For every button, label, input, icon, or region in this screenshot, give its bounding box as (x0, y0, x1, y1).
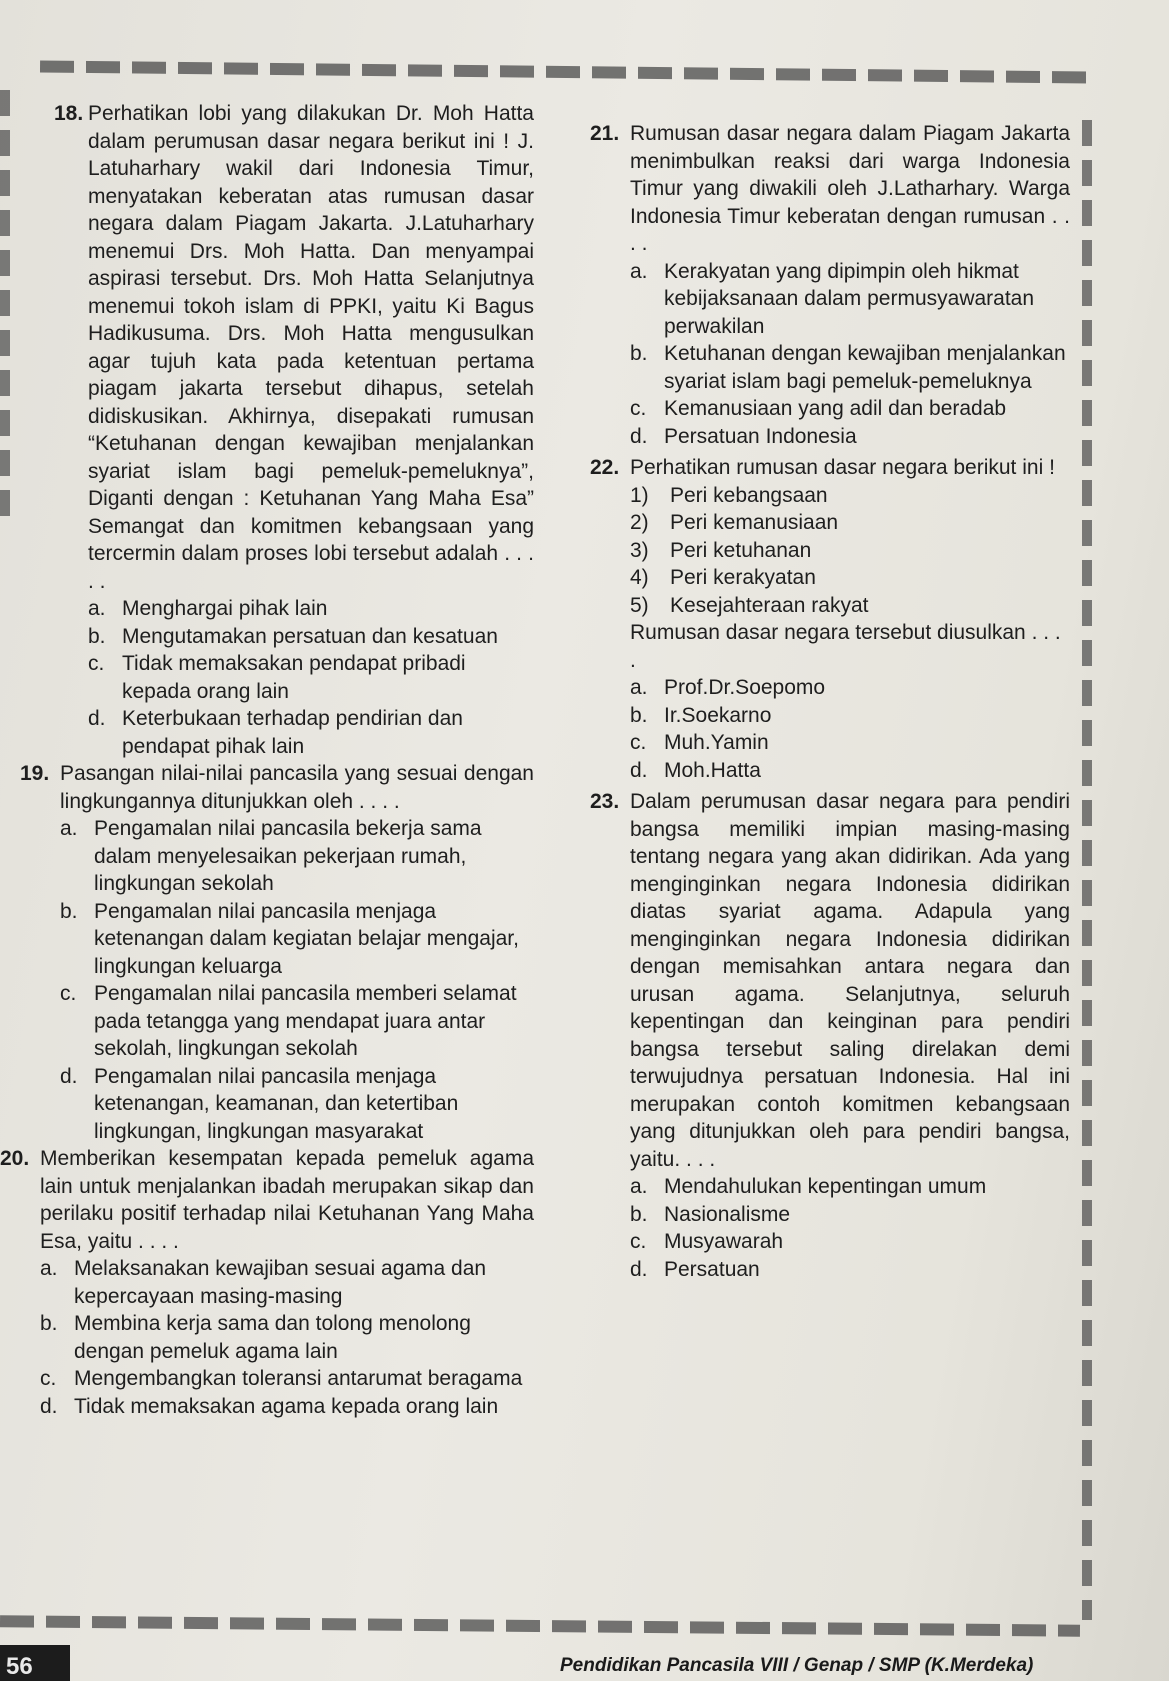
option-text: Moh.Hatta (664, 758, 761, 782)
option-c[interactable] (88, 650, 534, 705)
list-item (630, 482, 1070, 510)
option-letter: a. (630, 259, 648, 283)
option-b[interactable] (630, 702, 1070, 730)
option-text: Pengamalan nilai pancasila memberi selamat pada tetangga yang mendapat juara antar sekolah, lingkungan sekolah (94, 982, 517, 1060)
option-d[interactable] (60, 1063, 534, 1146)
option-text: Pengamalan nilai pancasila bekerja sama dalam menyelesaikan pekerjaan rumah, lingkungan sekolah (94, 817, 482, 895)
right-dashed-border (1082, 120, 1092, 1620)
question-19 (20, 760, 534, 1145)
option-a[interactable] (630, 674, 1070, 702)
option-letter: a. (630, 1175, 648, 1198)
question-number: 22. (590, 456, 620, 479)
option-text: Mendahulukan kepentingan umum (664, 1175, 987, 1198)
option-text: Menghargai pihak lain (122, 597, 328, 620)
question-20 (0, 1145, 534, 1420)
list-text: Peri kebangsaan (670, 483, 828, 507)
option-text: Tidak memaksakan agama kepada orang lain (74, 1394, 499, 1418)
option-letter: d. (40, 1394, 58, 1418)
option-text: Kerakyatan yang dipimpin oleh hikmat kebijaksanaan dalam permusyawaratan perwakilan (664, 259, 1035, 338)
book-title: Pendidikan Pancasila VIII / Genap / SMP (K.Merdeka) (560, 1655, 1034, 1676)
list-item (630, 564, 1070, 592)
question-prompt: Rumusan dasar negara tersebut diusulkan . . . . (630, 621, 1061, 672)
option-b[interactable] (40, 1310, 534, 1365)
page-number: 56 (0, 1645, 70, 1681)
option-text: Persatuan (664, 1257, 760, 1281)
list-number: 5) (630, 593, 649, 617)
list-number: 2) (630, 511, 649, 534)
right-column (590, 120, 1070, 1283)
option-c[interactable] (630, 729, 1070, 757)
left-dashed-border (0, 90, 10, 530)
option-c[interactable] (630, 395, 1070, 423)
list-text: Peri ketuhanan (670, 538, 812, 562)
option-b[interactable] (630, 1201, 1070, 1229)
option-text: Pengamalan nilai pancasila menjaga ketenangan dalam kegiatan belajar mengajar, lingkungan keluarga (94, 899, 519, 978)
option-letter: b. (60, 899, 78, 923)
option-text: Melaksanakan kewajiban sesuai agama dan kepercayaan masing-masing (74, 1257, 487, 1308)
left-column (0, 100, 534, 1420)
option-b[interactable] (60, 898, 534, 981)
option-letter: c. (630, 1230, 647, 1253)
option-text: Muh.Yamin (664, 731, 769, 754)
option-letter: c. (630, 731, 647, 754)
option-letter: d. (630, 1257, 648, 1281)
question-stem: Dalam perumusan dasar negara para pendiri bangsa memiliki impian masing-masing tentang negara yang akan didirikan. Ada yang menginginkan negara Indonesia didirikan diatas syariat agama. Adapula yang menginginkan negara Indonesia didirikan dengan memisahkan antara negara dan urusan agama. Selanjutnya, seluruh kepentingan dan keinginan para pendiri bangsa tersebut saling direlakan demi terwujudnya persatuan Indonesia. Hal ini merupakan contoh komitmen kebangsaan yang ditunjukkan oleh para pendiri bangsa, yaitu. . . . (630, 790, 1070, 1171)
option-text: Pengamalan nilai pancasila menjaga ketenangan, keamanan, dan ketertiban lingkungan, lingkungan masyarakat (94, 1064, 459, 1143)
option-text: Mengutamakan persatuan dan kesatuan (122, 624, 498, 648)
option-letter: b. (630, 703, 648, 727)
option-c[interactable] (60, 980, 534, 1063)
question-stem: Perhatikan rumusan dasar negara berikut ini ! (630, 456, 1055, 479)
option-letter: a. (40, 1257, 58, 1280)
option-letter: a. (630, 676, 648, 699)
question-stem: Rumusan dasar negara dalam Piagam Jakarta menimbulkan reaksi dari warga Indonesia Timur yang diwakili oleh J.Latharhary. Warga Indonesia Timur keberatan dengan rumusan . . . . (630, 122, 1070, 255)
option-letter: a. (88, 597, 106, 620)
question-22 (590, 454, 1070, 784)
list-text: Peri kerakyatan (670, 566, 816, 589)
option-a[interactable] (630, 1173, 1070, 1201)
question-number: 23. (590, 790, 620, 813)
option-a[interactable] (88, 595, 534, 623)
option-text: Musyawarah (664, 1230, 784, 1253)
list-item (630, 537, 1070, 565)
question-number: 21. (590, 122, 620, 145)
option-text: Ir.Soekarno (664, 703, 772, 727)
option-letter: d. (630, 758, 648, 782)
list-item (630, 592, 1070, 620)
question-number: 20. (0, 1147, 30, 1170)
option-letter: b. (40, 1312, 58, 1335)
option-letter: d. (88, 707, 106, 730)
option-letter: d. (60, 1064, 78, 1088)
option-a[interactable] (40, 1255, 534, 1310)
option-d[interactable] (88, 705, 534, 760)
option-text: Prof.Dr.Soepomo (664, 676, 826, 699)
option-b[interactable] (630, 340, 1070, 395)
option-letter: b. (630, 342, 648, 365)
question-number: 18. (54, 102, 84, 125)
list-number: 1) (630, 483, 649, 507)
question-stem: Memberikan kesempatan kepada pemeluk agama lain untuk menjalankan ibadah merupakan sikap dan perilaku positif terhadap nilai Ketuhanan Yang Maha Esa, yaitu . . . . (40, 1147, 534, 1253)
question-23 (590, 788, 1070, 1283)
option-text: Ketuhanan dengan kewajiban menjalankan syariat islam bagi pemeluk-pemeluknya (664, 342, 1066, 393)
option-letter: c. (88, 652, 105, 675)
option-letter: d. (630, 424, 648, 448)
bottom-dashed-border (0, 1615, 1080, 1636)
list-number: 3) (630, 538, 649, 562)
question-number: 19. (20, 762, 50, 785)
option-letter: c. (60, 982, 77, 1005)
option-c[interactable] (40, 1365, 534, 1393)
option-text: Keterbukaan terhadap pendirian dan pendapat pihak lain (122, 707, 463, 758)
option-c[interactable] (630, 1228, 1070, 1256)
option-d[interactable] (40, 1393, 534, 1421)
option-a[interactable] (60, 815, 534, 898)
option-d[interactable] (630, 423, 1070, 451)
question-stem: Pasangan nilai-nilai pancasila yang sesuai dengan lingkungannya ditunjukkan oleh . . . . (60, 762, 534, 813)
list-item (630, 509, 1070, 537)
question-18 (54, 100, 534, 760)
option-text: Membina kerja sama dan tolong menolong dengan pemeluk agama lain (74, 1312, 471, 1363)
option-a[interactable] (630, 258, 1070, 341)
question-21 (590, 120, 1070, 450)
list-number: 4) (630, 566, 649, 589)
option-text: Tidak memaksakan pendapat pribadi kepada orang lain (122, 652, 466, 703)
option-b[interactable] (88, 623, 534, 651)
option-letter: c. (630, 397, 647, 420)
option-letter: a. (60, 817, 78, 840)
formulation-list (630, 482, 1070, 620)
option-text: Persatuan Indonesia (664, 424, 857, 448)
option-text: Kemanusiaan yang adil dan beradab (664, 397, 1007, 420)
question-stem: Perhatikan lobi yang dilakukan Dr. Moh Hatta dalam perumusan dasar negara berikut ini ! J. Latuharhary wakil dari Indonesia Timur, menyatakan keberatan atas rumusan dasar negara dalam Piagam Jakarta. J.Latuharhary menemui Drs. Moh Hatta. Dan menyampai aspirasi tersebut. Drs. Moh Hatta Selanjutnya menemui tokoh islam di PPKI, yaitu Ki Bagus Hadikusuma. Drs. Moh Hatta mengusulkan agar tujuh kata pada ketentuan pertama piagam jakarta tersebut dihapus, setelah didiskusikan. Akhirnya, disepakati rumusan “Ketuhanan dengan kewajiban menjalankan syariat islam bagi pemeluk-pemeluknya”, Diganti dengan : Ketuhanan Yang Maha Esa” Semangat dan komitmen kebangsaan yang tercermin dalam proses lobi tersebut adalah . . . . . (88, 102, 534, 593)
page-footer (0, 1645, 1169, 1681)
list-text: Peri kemanusiaan (670, 511, 839, 534)
option-d[interactable] (630, 757, 1070, 785)
option-letter: b. (630, 1202, 648, 1226)
option-letter: b. (88, 624, 106, 648)
option-text: Mengembangkan toleransi antarumat beragama (74, 1367, 523, 1390)
option-d[interactable] (630, 1256, 1070, 1284)
list-text: Kesejahteraan rakyat (670, 593, 869, 617)
top-dashed-border (40, 61, 1090, 84)
option-letter: c. (40, 1367, 57, 1390)
option-text: Nasionalisme (664, 1202, 791, 1226)
